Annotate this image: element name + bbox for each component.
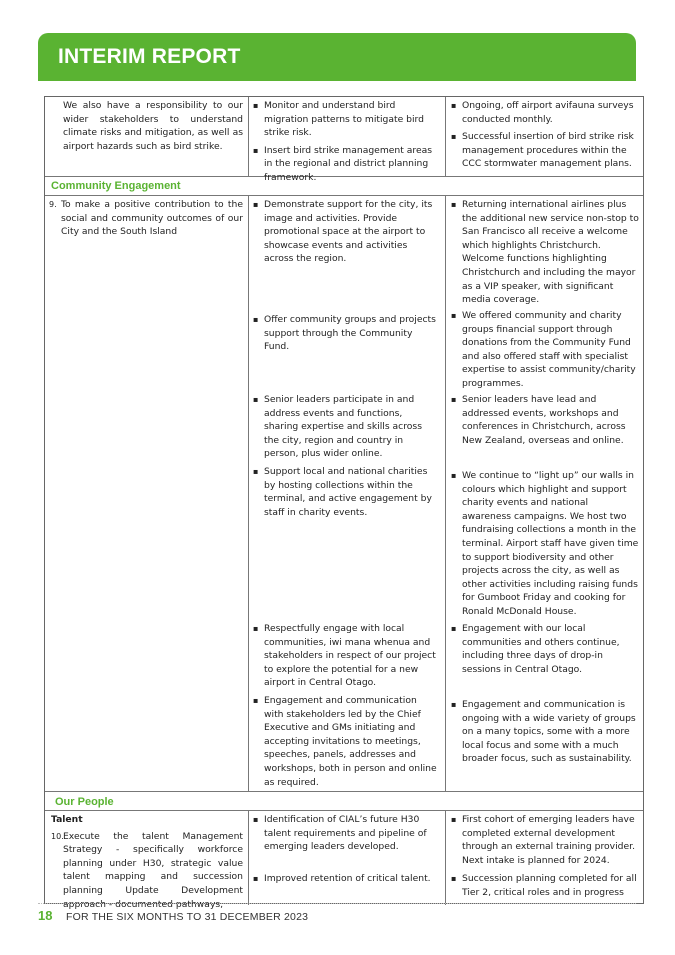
report-header-banner xyxy=(38,33,636,81)
row-divider xyxy=(45,810,643,811)
result-item: ▪ Engagement with our local communities and others continue, including three days of drop-in sessions in Central Otago. xyxy=(451,622,639,676)
action-item: ▪ Monitor and understand bird migration patterns to mitigate bird strike risk. xyxy=(253,99,439,140)
action-item: ▪ Offer community groups and projects support through the Community Fund. xyxy=(253,313,439,354)
result-item: ▪ Senior leaders have lead and addressed events, workshops and conferences in Christchurch, across New Zealand, overseas and online. xyxy=(451,393,639,447)
column-divider xyxy=(248,97,249,176)
section-heading: Community Engagement xyxy=(51,180,181,192)
action-item: ▪ Engagement and communication with stakeholders led by the Chief Executive and GMs initiating and accepting invitations to meetings, speeches, panels, addresses and workshops, both in person and online as required. xyxy=(253,694,439,789)
column-divider xyxy=(445,810,446,905)
action-item: ▪ Support local and national charities by hosting collections within the terminal, and active engagement by staff in charity events. xyxy=(253,465,439,519)
column-divider xyxy=(248,810,249,905)
result-item: ▪ Successful insertion of bird strike risk management procedures within the CCC stormwater management plans. xyxy=(451,130,639,171)
action-item: ▪ Insert bird strike management areas in the regional and district planning framework. xyxy=(253,144,439,185)
results-list xyxy=(451,99,639,171)
action-item: ▪ Identification of CIAL’s future H30 talent requirements and pipeline of emerging leaders developed. xyxy=(253,813,439,854)
column-divider xyxy=(445,195,446,791)
progress-table xyxy=(44,96,644,910)
subheading: Talent xyxy=(51,814,83,825)
result-item: ▪ First cohort of emerging leaders have completed external development through an external training provider. Next intake is planned for 2024. xyxy=(451,813,639,867)
objective-description: To make a positive contribution to the social and community outcomes of our City and the South Island xyxy=(61,199,243,238)
row-divider xyxy=(45,195,643,196)
action-item: ▪ Senior leaders participate in and address events and functions, sharing expertise and skills across the city, region and country in person, plus wider online. xyxy=(253,393,439,461)
action-item: ▪ Improved retention of critical talent. xyxy=(253,872,439,886)
footer-text: FOR THE SIX MONTHS TO 31 DECEMBER 2023 xyxy=(66,911,309,923)
actions-list xyxy=(253,99,439,185)
objective-number: 10. xyxy=(51,831,64,841)
objective-description: Execute the talent Management Strategy - specifically workforce planning under H30, strategic value talent mapping and succession planning Update Development approach - documented pathways, xyxy=(63,830,243,910)
report-title: INTERIM REPORT xyxy=(58,45,241,68)
objective-text xyxy=(49,198,243,239)
objective-number: 9. xyxy=(49,200,57,209)
result-item: ▪ We continue to “light up” our walls in colours which highlight and support charity events and national awareness campaigns. We host two fundraising collections a month in the terminal. Airport staff have given time to support biodiversity and other projects across the city, as well as other activities including raising funds for Gumboot Friday and cooking for Ronald McDonald House. xyxy=(451,469,639,619)
result-item: ▪ Ongoing, off airport avifauna surveys conducted monthly. xyxy=(451,99,639,126)
result-item: ▪ Engagement and communication is ongoing with a wide variety of groups on a many topics, some with a more local focus and some with a much broader focus, such as sustainability. xyxy=(451,698,639,766)
footer-divider xyxy=(38,903,636,904)
objective-text: We also have a responsibility to our wider stakeholders to understand climate risks and mitigation, as well as airport hazards such as bird strike. xyxy=(63,100,243,152)
result-item: ▪ Succession planning completed for all Tier 2, critical roles and in progress xyxy=(451,872,639,899)
column-divider xyxy=(248,195,249,791)
page-number: 18 xyxy=(38,908,53,923)
result-item: ▪ Returning international airlines plus the additional new service non-stop to San Francisco all receive a welcome which highlights Christchurch. Welcome functions highlighting Christchurch and including the mayor as a VIP speaker, with significant media coverage. xyxy=(451,198,639,307)
action-item: ▪ Demonstrate support for the city, its image and activities. Provide promotional space at the airport to showcase events and activities across the region. xyxy=(253,198,439,266)
objective-text xyxy=(51,813,243,911)
result-item: ▪ We offered community and charity groups financial support through donations from the Community Fund and also offered staff with specialist expertise to assist community/charity programmes. xyxy=(451,309,639,391)
section-heading: Our People xyxy=(55,796,114,808)
action-item: ▪ Respectfully engage with local communities, iwi mana whenua and stakeholders in respect of our project to explore the potential for a new airport in Central Otago. xyxy=(253,622,439,690)
column-divider xyxy=(445,97,446,176)
row-divider xyxy=(45,791,643,792)
